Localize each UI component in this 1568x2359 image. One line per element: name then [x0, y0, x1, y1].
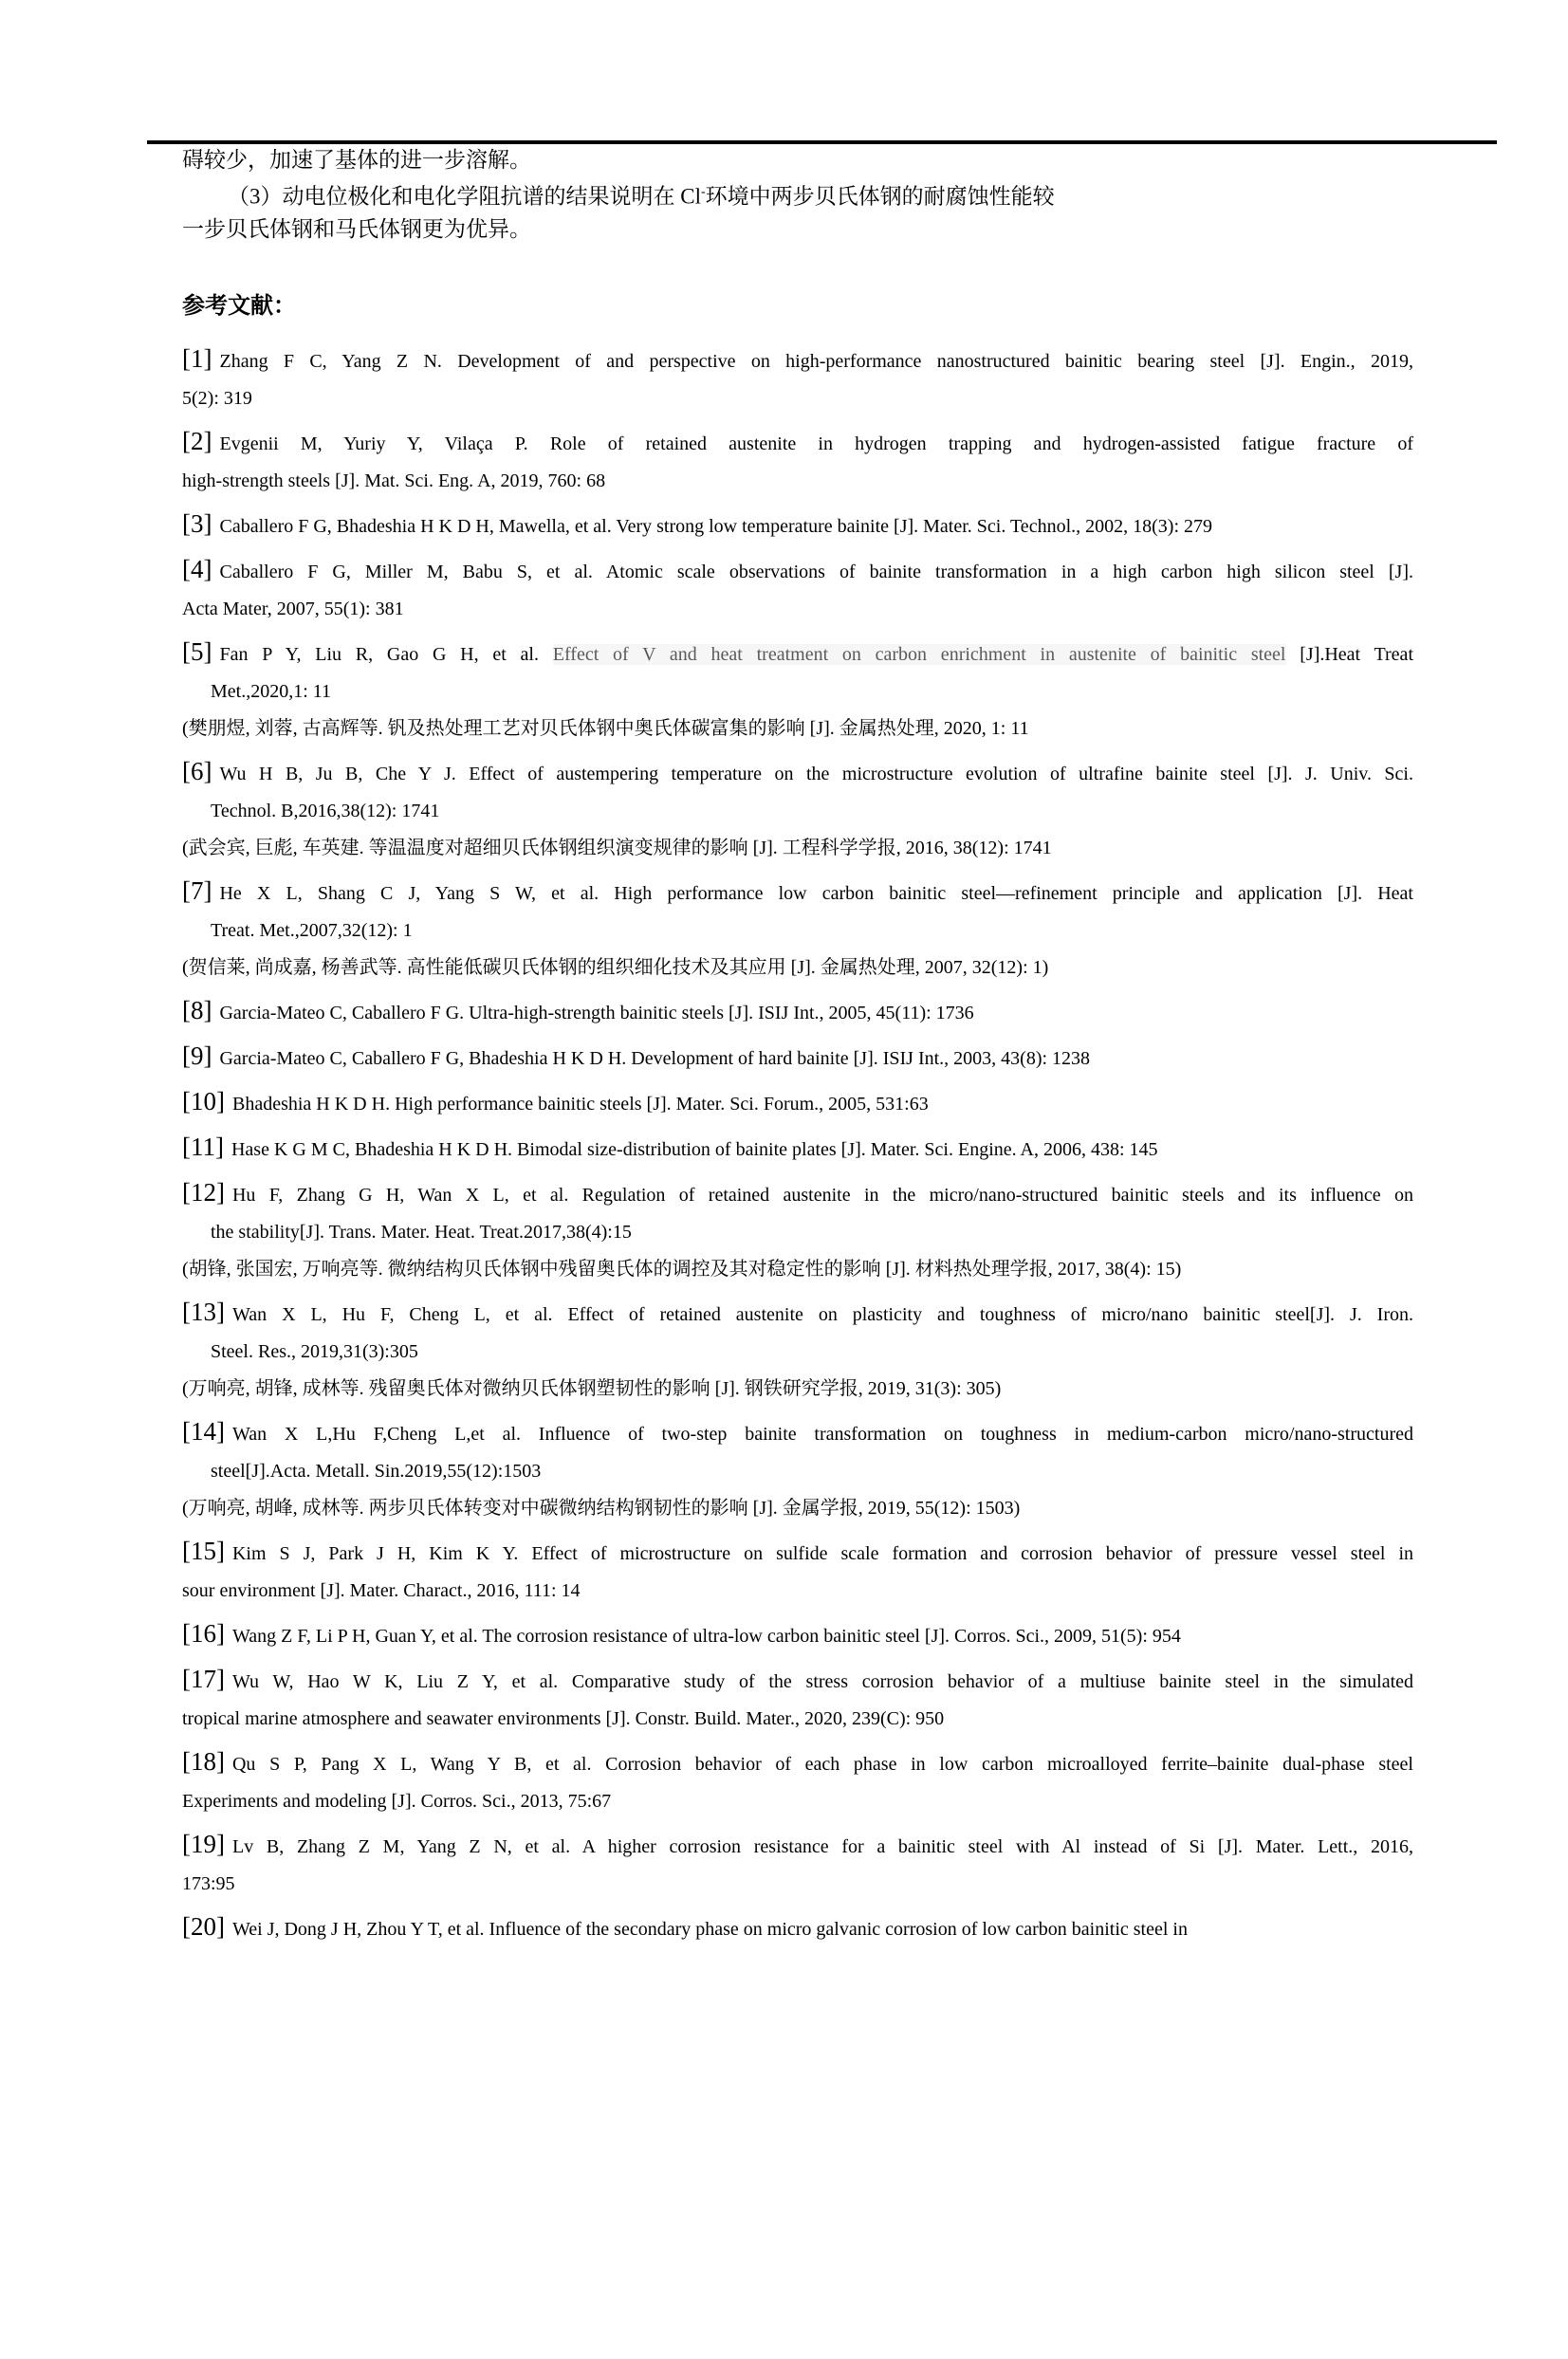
- reference-translation: (樊朋煜, 刘蓉, 古高辉等. 钒及热处理工艺对贝氏体钢中奥氏体碳富集的影响 [J]. 金属热处理, 2020, 1: 11: [182, 717, 1029, 739]
- reference-item: [182, 1826, 1413, 1903]
- reference-number: [9]: [182, 1041, 212, 1070]
- reference-item: [182, 1294, 1413, 1408]
- reference-line: the stability[J]. Trans. Mater. Heat. Treat.2017,38(4):15: [211, 1221, 632, 1243]
- body-text-line: 碍较少，加速了基体的进一步溶解。: [182, 148, 531, 172]
- body-text-segment: （3）动电位极化和电化学阻抗谱的结果说明在 Cl: [228, 184, 701, 209]
- reference-line: steel[J].Acta. Metall. Sin.2019,55(12):1503: [211, 1460, 542, 1482]
- reference-line: Experiments and modeling [J]. Corros. Sci., 2013, 75:67: [182, 1790, 612, 1812]
- reference-item: [182, 634, 1413, 747]
- reference-line: [182, 506, 1413, 545]
- reference-line: [182, 873, 1413, 912]
- reference-line: Steel. Res., 2019,31(3):305: [211, 1340, 418, 1362]
- reference-text: Fan P Y, Liu R, Gao G H, et al.: [219, 643, 553, 665]
- reference-text: Zhang F C, Yang Z N. Development of and perspective on high-performance nanostructured bainitic bearing steel [J]. Engin., 2019,: [219, 350, 1413, 372]
- reference-number: [10]: [182, 1086, 225, 1115]
- reference-line: [182, 1743, 1413, 1783]
- reference-number: [5]: [182, 636, 212, 666]
- reference-number: [8]: [182, 995, 212, 1024]
- reference-line: [182, 1826, 1413, 1866]
- references-heading: 参考文献：: [182, 293, 296, 319]
- reference-item: [182, 873, 1413, 986]
- reference-translation: (胡锋, 张国宏, 万响亮等. 微纳结构贝氏体钢中残留奥氏体的调控及其对稳定性的影响 [J]. 材料热处理学报, 2017, 38(4): 15): [182, 1258, 1182, 1280]
- reference-line: [182, 1661, 1413, 1701]
- reference-item: [182, 1413, 1413, 1527]
- reference-number: [17]: [182, 1664, 225, 1693]
- body-text-line: [182, 176, 1413, 213]
- body-text-line: 一步贝氏体钢和马氏体钢更为优异。: [182, 216, 531, 241]
- reference-line: [182, 1174, 1413, 1214]
- reference-item: [182, 1908, 1413, 1948]
- highlighted-reference-text: Effect of V and heat treatment on carbon enrichment in austenite of bainitic steel: [552, 643, 1286, 665]
- reference-line: Acta Mater, 2007, 55(1): 381: [182, 598, 404, 619]
- reference-text: Wei J, Dong J H, Zhou Y T, et al. Influence of the secondary phase on micro galvanic corrosion of low carbon bainitic steel in: [231, 1918, 1188, 1940]
- reference-line: [182, 1533, 1413, 1573]
- reference-item: [182, 1661, 1413, 1738]
- reference-line: [182, 423, 1413, 463]
- reference-line: [182, 992, 1413, 1032]
- reference-item: [182, 1038, 1413, 1078]
- reference-translation: (万响亮, 胡锋, 成林等. 残留奥氏体对微纳贝氏体钢塑韧性的影响 [J]. 钢铁研究学报, 2019, 31(3): 305): [182, 1377, 1002, 1399]
- reference-number: [18]: [182, 1746, 225, 1776]
- reference-number: [16]: [182, 1618, 225, 1648]
- reference-item: [182, 992, 1413, 1032]
- reference-number: [19]: [182, 1829, 225, 1858]
- reference-text: Bhadeshia H K D H. High performance bainitic steels [J]. Mater. Sci. Forum., 2005, 531:63: [231, 1093, 929, 1115]
- reference-line: 173:95: [182, 1872, 235, 1894]
- reference-line: high-strength steels [J]. Mat. Sci. Eng. A, 2019, 760: 68: [182, 470, 606, 491]
- reference-number: [2]: [182, 426, 212, 455]
- reference-text: Hu F, Zhang G H, Wan X L, et al. Regulation of retained austenite in the micro/nano-structured bainitic steels and its influence on: [231, 1184, 1413, 1206]
- reference-item: [182, 1083, 1413, 1123]
- reference-item: [182, 423, 1413, 500]
- body-text-segment: 环境中两步贝氏体钢的耐腐蚀性能较: [705, 184, 1055, 209]
- reference-item: [182, 1174, 1413, 1288]
- reference-text: Wang Z F, Li P H, Guan Y, et al. The corrosion resistance of ultra-low carbon bainitic steel [J]. Corros. Sci., 2009, 51(5): 954: [231, 1625, 1181, 1647]
- reference-line: [182, 1294, 1413, 1334]
- reference-text: Caballero F G, Bhadeshia H K D H, Mawella, et al. Very strong low temperature bainite [J]. Mater. Sci. Technol., 2002, 18(3): 279: [219, 515, 1212, 537]
- reference-number: [1]: [182, 343, 212, 373]
- reference-number: [7]: [182, 875, 212, 905]
- reference-text: Evgenii M, Yuriy Y, Vilaça P. Role of retained austenite in hydrogen trapping and hydrogen-assisted fatigue fracture of: [219, 433, 1413, 454]
- reference-line: [182, 634, 1413, 673]
- reference-number: [14]: [182, 1416, 225, 1446]
- reference-translation: (万响亮, 胡峰, 成林等. 两步贝氏体转变对中碳微纳结构钢韧性的影响 [J]. 金属学报, 2019, 55(12): 1503): [182, 1497, 1021, 1519]
- reference-number: [20]: [182, 1911, 225, 1941]
- reference-item: [182, 551, 1413, 628]
- reference-translation: (武会宾, 巨彪, 车英建. 等温温度对超细贝氏体钢组织演变规律的影响 [J]. 工程科学学报, 2016, 38(12): 1741: [182, 837, 1052, 858]
- reference-line: 5(2): 319: [182, 387, 252, 409]
- reference-text: Lv B, Zhang Z M, Yang Z N, et al. A higher corrosion resistance for a bainitic steel with Al instead of Si [J]. Mater. Lett., 2016,: [231, 1835, 1413, 1857]
- reference-text: Kim S J, Park J H, Kim K Y. Effect of microstructure on sulfide scale formation and corrosion behavior of pressure vessel steel in: [231, 1542, 1413, 1564]
- reference-text: Hase K G M C, Bhadeshia H K D H. Bimodal size-distribution of bainite plates [J]. Mater. Sci. Engine. A, 2006, 438: 145: [231, 1138, 1158, 1160]
- reference-line: Met.,2020,1: 11: [211, 680, 332, 702]
- reference-number: [15]: [182, 1536, 225, 1565]
- reference-line: [182, 1413, 1413, 1453]
- reference-line: [182, 1083, 1413, 1123]
- reference-text: Wan X L, Hu F, Cheng L, et al. Effect of retained austenite on plasticity and toughness of micro/nano bainitic steel[J]. J. Iron.: [231, 1303, 1413, 1325]
- reference-line: Technol. B,2016,38(12): 1741: [211, 800, 440, 821]
- reference-item: [182, 1129, 1413, 1169]
- conclusion-paragraphs: [182, 144, 1413, 246]
- reference-number: [6]: [182, 756, 212, 785]
- reference-text: Caballero F G, Miller M, Babu S, et al. Atomic scale observations of bainite transformation in a high carbon high silicon steel [J].: [219, 561, 1413, 582]
- reference-item: [182, 1743, 1413, 1820]
- reference-item: [182, 753, 1413, 867]
- reference-text: Garcia-Mateo C, Caballero F G. Ultra-high-strength bainitic steels [J]. ISIJ Int., 2005, 45(11): 1736: [219, 1002, 974, 1023]
- reference-number: [3]: [182, 508, 212, 538]
- reference-text: Wan X L,Hu F,Cheng L,et al. Influence of two-step bainite transformation on toughness in medium-carbon micro/nano-structured: [231, 1423, 1413, 1445]
- reference-item: [182, 341, 1413, 417]
- reference-number: [4]: [182, 554, 212, 583]
- reference-text: Garcia-Mateo C, Caballero F G, Bhadeshia H K D H. Development of hard bainite [J]. ISIJ Int., 2003, 43(8): 1238: [219, 1047, 1091, 1069]
- reference-line: [182, 341, 1413, 380]
- reference-item: [182, 506, 1413, 545]
- reference-line: [182, 1129, 1413, 1169]
- document-page: [0, 140, 1568, 1948]
- reference-text: Wu W, Hao W K, Liu Z Y, et al. Comparative study of the stress corrosion behavior of a multiuse bainite steel in the simulated: [231, 1670, 1413, 1692]
- reference-text: [J].Heat Treat: [1285, 643, 1413, 665]
- reference-item: [182, 1615, 1413, 1655]
- reference-line: sour environment [J]. Mater. Charact., 2016, 111: 14: [182, 1579, 581, 1601]
- reference-text: He X L, Shang C J, Yang S W, et al. High performance low carbon bainitic steel—refinement principle and application [J]. Heat: [219, 882, 1413, 904]
- reference-text: Qu S P, Pang X L, Wang Y B, et al. Corrosion behavior of each phase in low carbon microalloyed ferrite–bainite dual-phase steel: [231, 1753, 1413, 1775]
- reference-line: tropical marine atmosphere and seawater environments [J]. Constr. Build. Mater., 2020, 239(C): 950: [182, 1707, 945, 1729]
- reference-number: [13]: [182, 1297, 225, 1326]
- reference-line: [182, 551, 1413, 591]
- reference-number: [12]: [182, 1177, 225, 1207]
- reference-item: [182, 1533, 1413, 1610]
- reference-line: [182, 1038, 1413, 1078]
- reference-line: [182, 753, 1413, 793]
- superscript-minus: -: [700, 185, 706, 199]
- reference-translation: (贺信莱, 尚成嘉, 杨善武等. 高性能低碳贝氏体钢的组织细化技术及其应用 [J]. 金属热处理, 2007, 32(12): 1): [182, 956, 1049, 978]
- reference-number: [11]: [182, 1132, 224, 1161]
- reference-list: [182, 341, 1413, 1948]
- reference-line: [182, 1615, 1413, 1655]
- reference-line: Treat. Met.,2007,32(12): 1: [211, 919, 413, 941]
- reference-text: Wu H B, Ju B, Che Y J. Effect of austempering temperature on the microstructure evolution of ultrafine bainite steel [J]. J. Univ. Sci.: [219, 763, 1413, 784]
- reference-line: [182, 1908, 1413, 1948]
